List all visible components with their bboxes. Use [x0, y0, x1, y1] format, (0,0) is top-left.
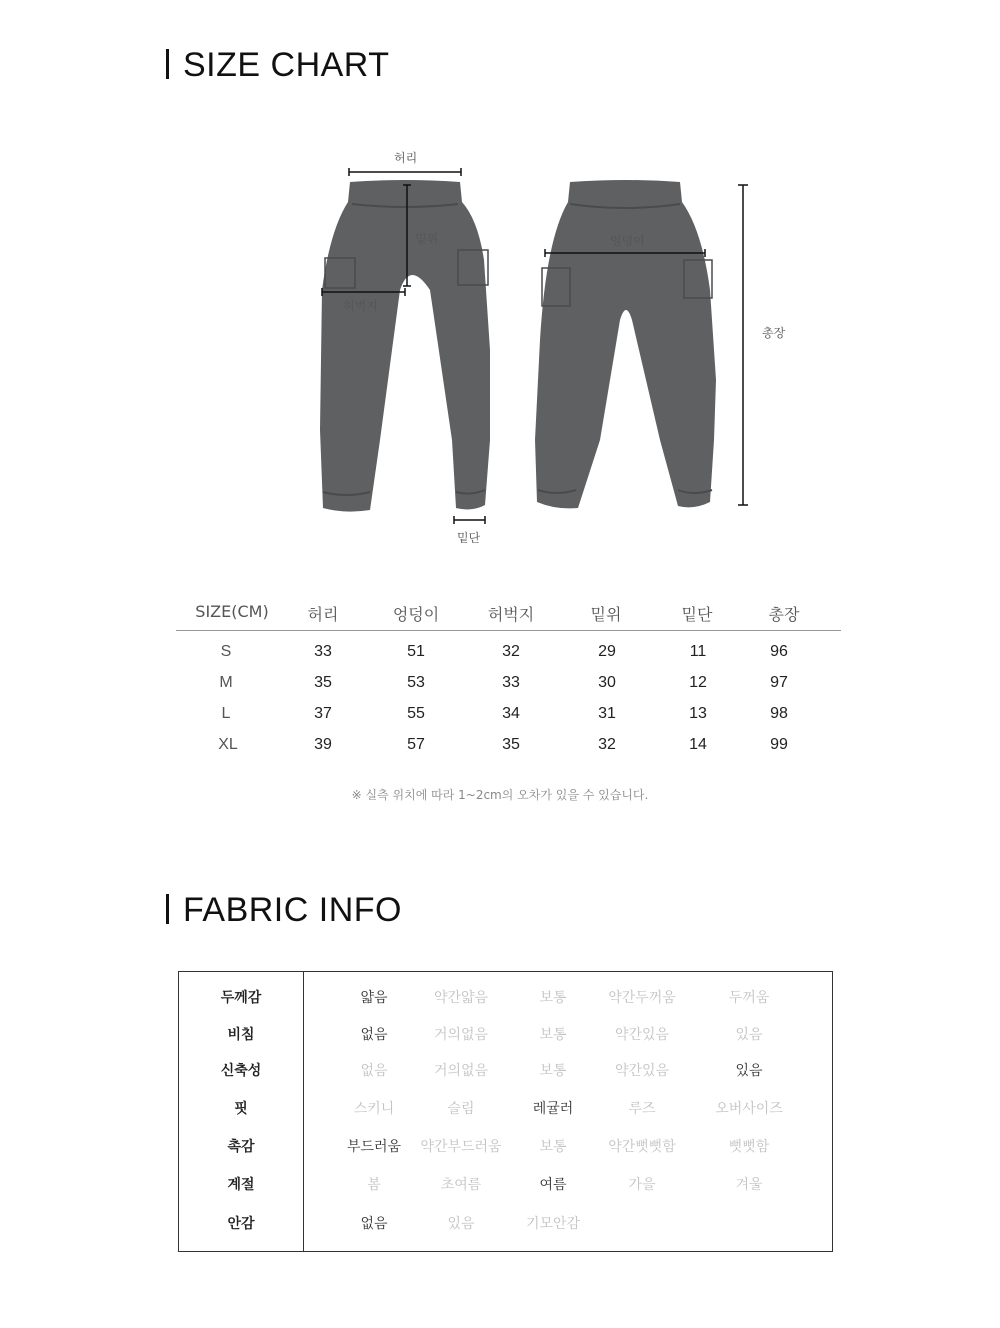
fabric-row [179, 1060, 832, 1080]
fabric-option-selected: 없음 [360, 1216, 388, 1232]
fabric-option: 약간얇음 [433, 990, 489, 1006]
fabric-option: 뻣뻣함 [728, 1139, 770, 1155]
fabric-option: 보통 [539, 1027, 567, 1043]
fabric-row [179, 987, 832, 1007]
fabric-info-title: FABRIC INFO [166, 891, 402, 930]
fabric-option: 약간부드러움 [420, 1139, 502, 1155]
header-length: 총장 [768, 605, 800, 624]
fabric-option: 약간있음 [614, 1063, 670, 1079]
table-cell: 35 [502, 736, 520, 753]
fabric-option: 보통 [539, 1063, 567, 1079]
fabric-row [179, 1136, 832, 1156]
fabric-option-selected: 레귤러 [532, 1101, 574, 1117]
table-cell: 39 [314, 736, 332, 753]
back-pants [535, 180, 716, 508]
fabric-option: 거의없음 [433, 1027, 489, 1043]
table-cell: 98 [770, 705, 788, 722]
fabric-option-selected: 부드러움 [346, 1139, 402, 1155]
fabric-option: 루즈 [628, 1101, 656, 1117]
hip-label: 엉덩이 [610, 234, 645, 248]
waist-label: 허리 [394, 151, 418, 165]
table-cell: 32 [598, 736, 616, 753]
table-cell: 53 [407, 674, 425, 691]
table-row [176, 639, 841, 670]
size-cell: M [219, 674, 233, 691]
table-cell: 14 [689, 736, 707, 753]
fabric-option: 슬림 [447, 1101, 475, 1117]
pants-illustration [0, 140, 1000, 560]
fabric-option: 오버사이즈 [715, 1101, 783, 1117]
size-cell: L [221, 705, 231, 722]
fabric-option: 보통 [539, 1139, 567, 1155]
fabric-option: 초여름 [440, 1177, 482, 1193]
fabric-option-selected: 얇음 [360, 990, 388, 1006]
fabric-info-table [178, 971, 833, 1252]
table-cell: 97 [770, 674, 788, 691]
fabric-option: 거의없음 [433, 1063, 489, 1079]
fabric-option-selected: 여름 [539, 1177, 567, 1193]
table-cell: 57 [407, 736, 425, 753]
fabric-row [179, 1213, 832, 1233]
fabric-option: 없음 [360, 1063, 388, 1079]
fabric-option: 가을 [628, 1177, 656, 1193]
size-chart-title: SIZE CHART [166, 46, 390, 85]
title-bar [166, 894, 169, 924]
fabric-row-label: 두께감 [220, 990, 262, 1006]
fabric-option: 겨울 [735, 1177, 763, 1193]
table-cell: 33 [314, 643, 332, 660]
size-cell: XL [218, 736, 238, 753]
fabric-row [179, 1098, 832, 1118]
table-cell: 99 [770, 736, 788, 753]
fabric-option: 스키니 [353, 1101, 395, 1117]
table-row [176, 670, 841, 701]
header-waist: 허리 [307, 605, 339, 624]
fabric-option: 있음 [735, 1027, 763, 1043]
table-cell: 12 [689, 674, 707, 691]
hem-label: 밑단 [457, 531, 481, 545]
table-cell: 37 [314, 705, 332, 722]
fabric-option: 기모안감 [525, 1216, 581, 1232]
fabric-option-selected: 없음 [360, 1027, 388, 1043]
fabric-row-label: 계절 [227, 1177, 255, 1193]
table-row [176, 732, 841, 763]
table-cell: 51 [407, 643, 425, 660]
pants-diagram [0, 140, 1000, 560]
fabric-row-label: 신축성 [220, 1063, 262, 1079]
header-thigh: 허벅지 [487, 605, 535, 624]
size-table [176, 596, 841, 763]
table-cell: 30 [598, 674, 616, 691]
size-cell: S [220, 643, 232, 660]
header-hem: 밑단 [681, 605, 713, 624]
title-bar [166, 49, 169, 79]
table-cell: 96 [770, 643, 788, 660]
measurement-note: ※ 실측 위치에 따라 1~2cm의 오차가 있을 수 있습니다. [351, 788, 649, 802]
fabric-option: 약간뻣뻣함 [608, 1139, 676, 1155]
table-cell: 34 [502, 705, 520, 722]
fabric-option: 약간있음 [614, 1027, 670, 1043]
fabric-row-label: 촉감 [227, 1139, 255, 1155]
fabric-option: 보통 [539, 990, 567, 1006]
total-length-label: 총장 [762, 326, 786, 340]
header-hip: 엉덩이 [392, 605, 440, 624]
front-pants [320, 180, 490, 512]
thigh-label: 허벅지 [343, 299, 378, 313]
fabric-option: 있음 [447, 1216, 475, 1232]
fabric-option: 봄 [367, 1177, 381, 1193]
table-cell: 31 [598, 705, 616, 722]
table-cell: 29 [598, 643, 616, 660]
table-cell: 11 [689, 643, 707, 660]
fabric-row [179, 1024, 832, 1044]
fabric-row-label: 비침 [227, 1027, 255, 1043]
fabric-row-label: 핏 [234, 1101, 248, 1117]
table-cell: 32 [502, 643, 520, 660]
fabric-row [179, 1174, 832, 1194]
table-cell: 35 [314, 674, 332, 691]
fabric-option-selected: 있음 [735, 1063, 763, 1079]
table-cell: 13 [689, 705, 707, 722]
table-row [176, 701, 841, 732]
size-table-header [176, 596, 841, 631]
fabric-option: 약간두꺼움 [608, 990, 676, 1006]
rise-label: 밑위 [415, 232, 439, 246]
table-cell: 55 [407, 705, 425, 722]
table-cell: 33 [502, 674, 520, 691]
header-rise: 밑위 [590, 605, 622, 624]
header-size: SIZE(CM) [195, 602, 269, 621]
fabric-option: 두꺼움 [728, 990, 770, 1006]
fabric-row-label: 안감 [227, 1216, 255, 1232]
